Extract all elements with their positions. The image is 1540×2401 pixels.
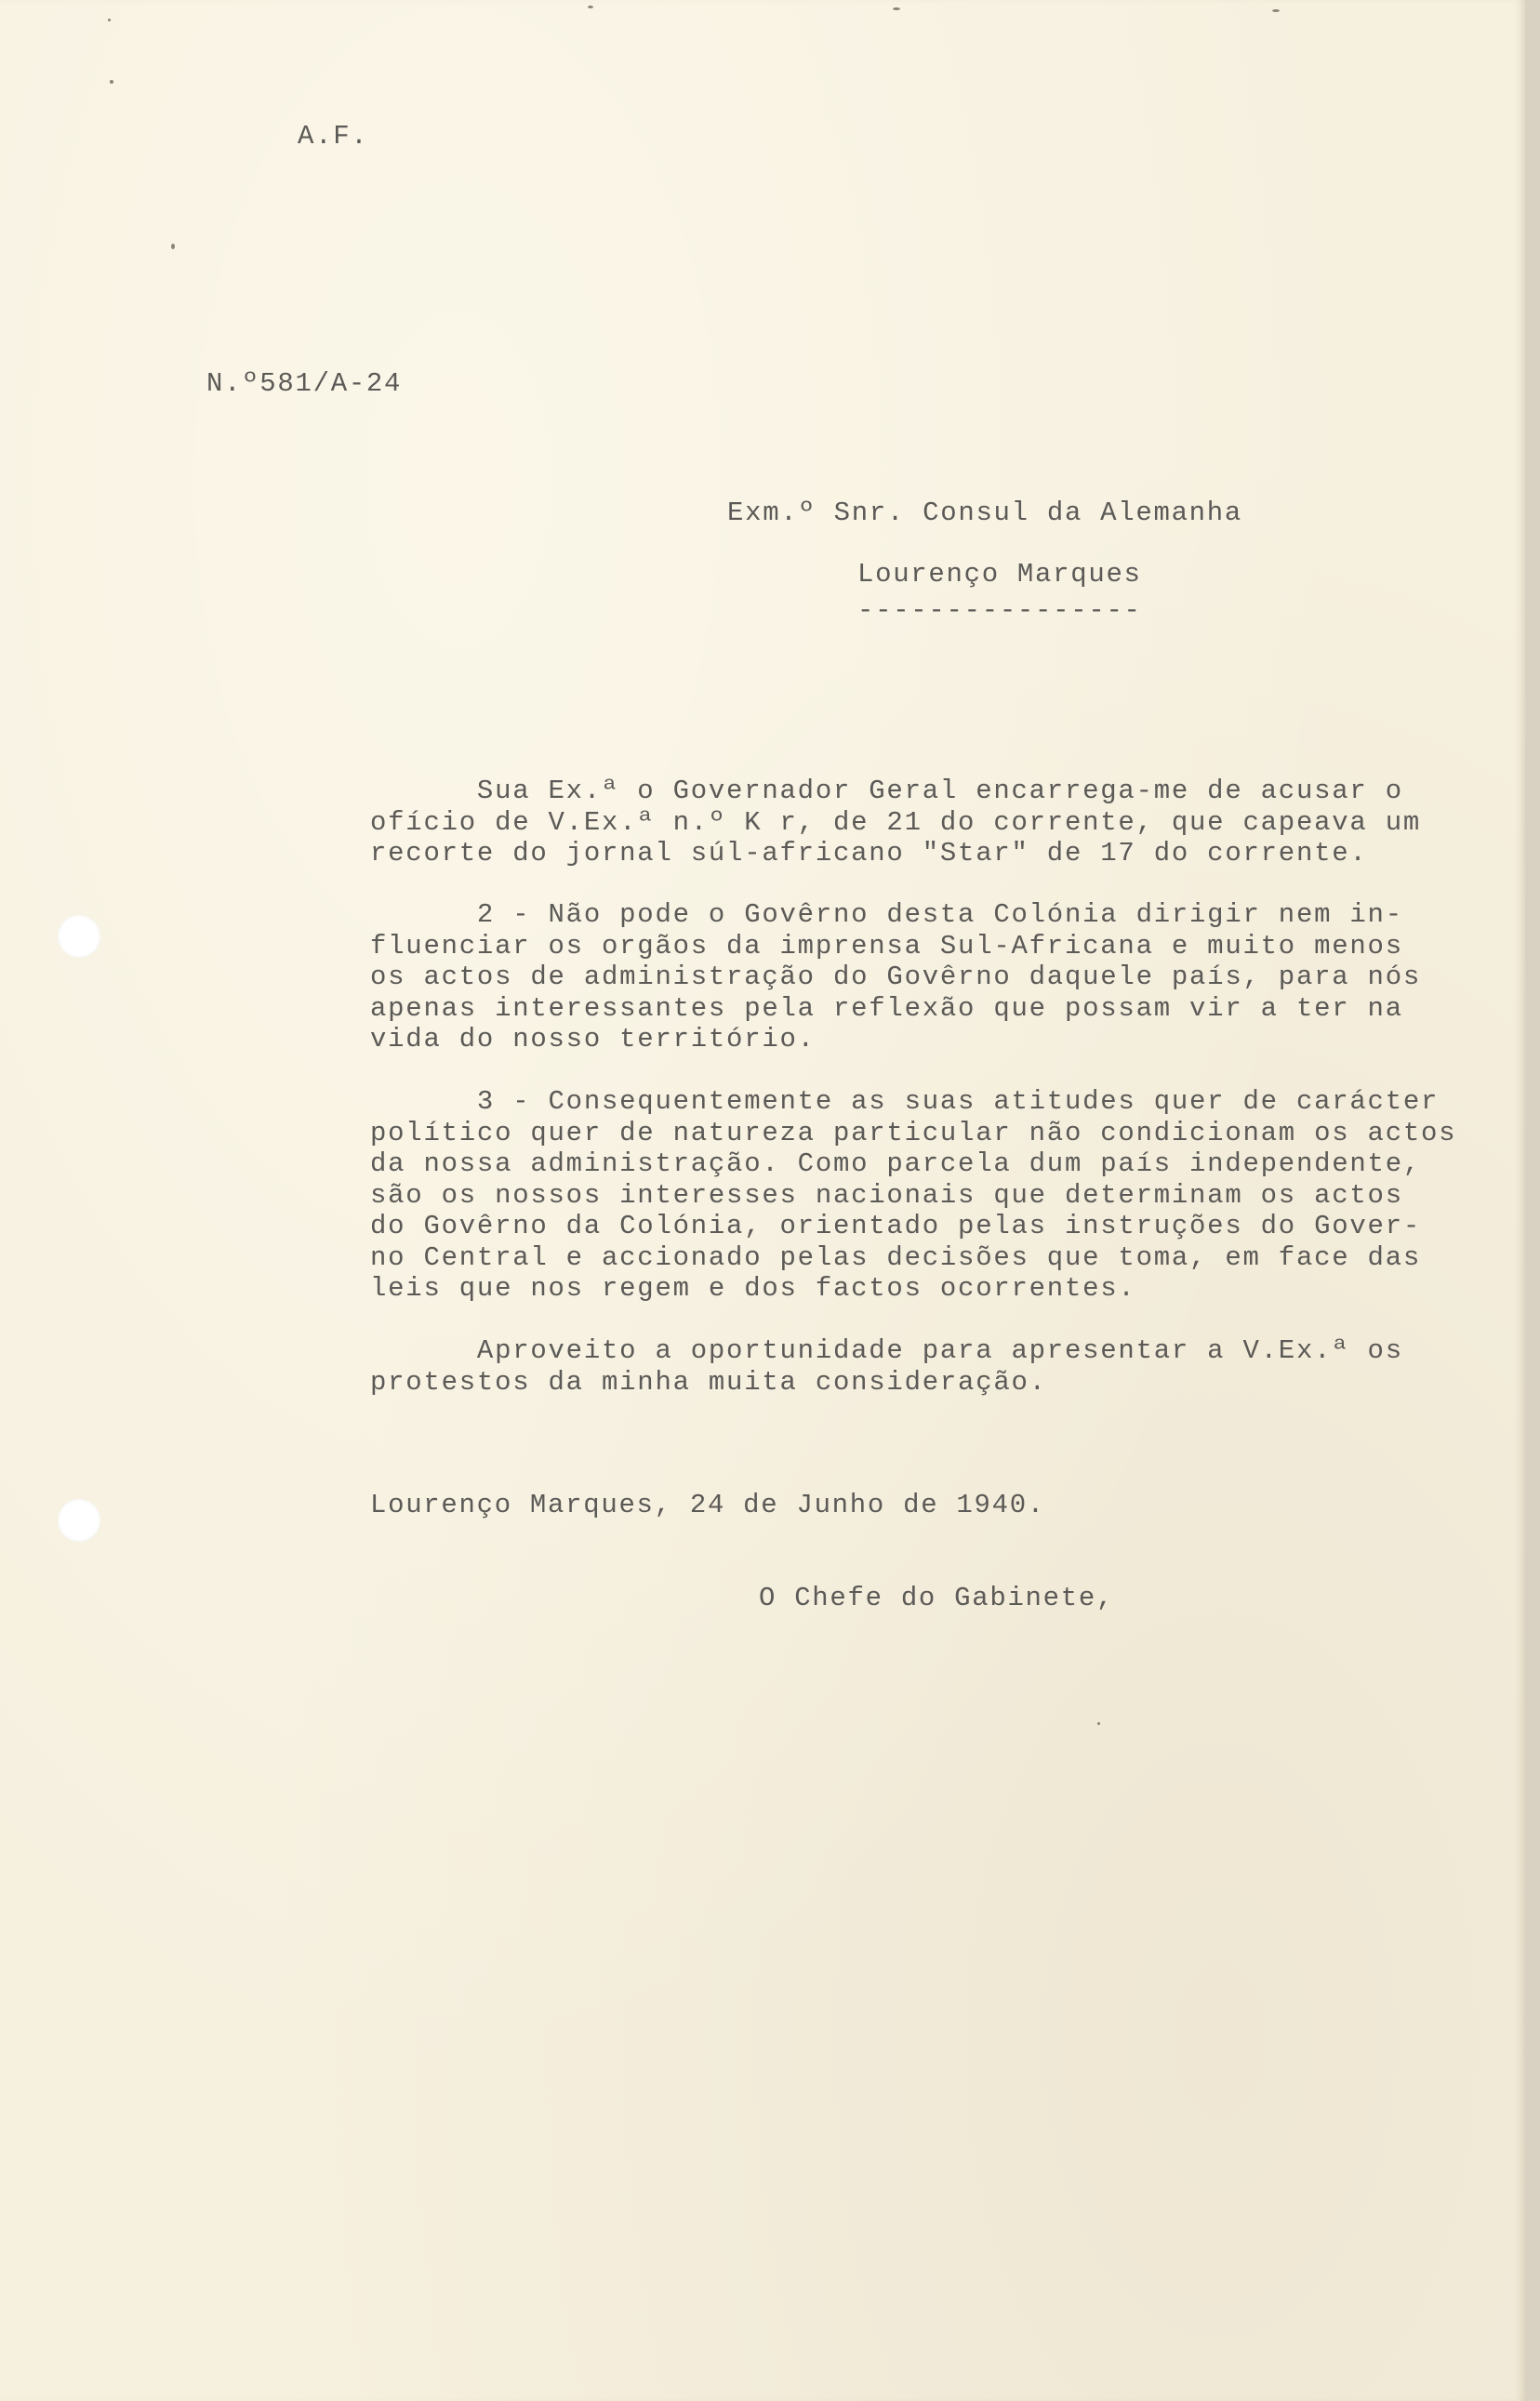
body-paragraph-3 <box>370 1086 1523 1305</box>
addressee-line: Exm.º Snr. Consul da Alemanha <box>727 497 1242 528</box>
addressee-city: Lourenço Marques <box>857 559 1142 590</box>
paragraph-line: ofício de V.Ex.ª n.º K r, de 21 do corrente, que capeava um <box>370 806 1422 838</box>
document-number: N.º581/A-24 <box>206 368 403 399</box>
file-reference: A.F. <box>298 121 369 152</box>
paper-speck <box>110 80 113 84</box>
paragraph-line: 3 - Consequentemente as suas atitudes quer de carácter <box>370 1086 1440 1117</box>
paragraph-line: vida do nosso território. <box>370 1024 816 1055</box>
paragraph-line: os actos de administração do Govêrno daquele país, para nós <box>370 962 1422 992</box>
paragraph-line: protestos da minha muita consideração. <box>370 1366 1047 1398</box>
signoff: O Chefe do Gabinete, <box>759 1583 1115 1613</box>
paragraph-line: do Govêrno da Colónia, orientado pelas instruções do Gover- <box>370 1211 1422 1241</box>
place-and-date: Lourenço Marques, 24 de Junho de 1940. <box>370 1490 1045 1520</box>
addressee-underline: ---------------- <box>857 595 1142 626</box>
punch-hole <box>58 1499 100 1542</box>
paragraph-line: no Central e accionado pelas decisões que toma, em face das <box>370 1241 1422 1273</box>
paragraph-line: político quer de natureza particular não condicionam os actos <box>370 1117 1457 1148</box>
paper-speck <box>893 7 900 10</box>
paper-speck <box>108 19 111 21</box>
paper-speck <box>588 6 593 8</box>
paragraph-line: 2 - Não pode o Govêrno desta Colónia dirigir nem in- <box>370 899 1403 930</box>
paragraph-line: Aproveito a oportunidade para apresentar a V.Ex.ª os <box>370 1335 1403 1366</box>
paper-speck <box>1097 1722 1100 1725</box>
paragraph-line: Sua Ex.ª o Governador Geral encarrega-me de acusar o <box>370 776 1403 806</box>
paragraph-line: da nossa administração. Como parcela dum país independente, <box>370 1148 1422 1179</box>
body-paragraph-1 <box>370 776 1523 869</box>
paper-speck <box>171 244 175 249</box>
punch-hole <box>58 915 100 958</box>
paragraph-line: leis que nos regem e dos factos ocorrentes. <box>370 1273 1136 1304</box>
paper-speck <box>1272 9 1280 12</box>
closing-paragraph <box>370 1335 1523 1398</box>
body-paragraph-2 <box>370 899 1523 1055</box>
paragraph-line: fluenciar os orgãos da imprensa Sul-Africana e muito menos <box>370 930 1403 962</box>
scan-edge <box>1525 0 1540 2401</box>
paragraph-line: recorte do jornal súl-africano "Star" de 17 do corrente. <box>370 838 1368 869</box>
paragraph-line: apenas interessantes pela reflexão que possam vir a ter na <box>370 992 1403 1024</box>
paragraph-line: são os nossos interesses nacionais que determinam os actos <box>370 1179 1403 1211</box>
